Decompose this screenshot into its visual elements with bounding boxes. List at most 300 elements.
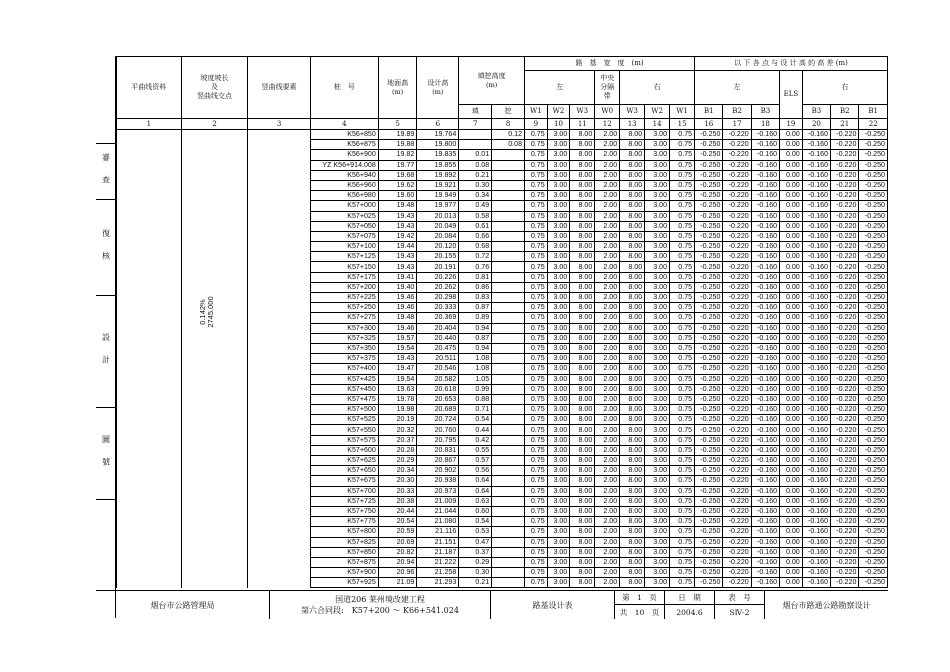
grade-annotation	[199, 282, 215, 342]
cell-value: -0.160	[802, 506, 830, 516]
cell-stake: K56+850	[310, 130, 378, 140]
cell-value: -0.250	[859, 242, 888, 252]
cell-value: -0.160	[802, 282, 830, 292]
cell-value: 0.00	[780, 252, 803, 262]
blank-cell	[181, 425, 248, 435]
cell-cut	[492, 537, 525, 547]
cell-value: 0.00	[780, 405, 803, 415]
cell-value: 3.00	[645, 252, 670, 262]
blank-cell	[117, 384, 182, 394]
cell-value: -0.250	[695, 364, 723, 374]
cell-value: -0.250	[859, 282, 888, 292]
cell-value: 8.00	[620, 333, 645, 343]
cell-value: 3.00	[645, 130, 670, 140]
footer-table-no-value: SⅣ-2	[715, 605, 765, 619]
cell-value: 0.75	[670, 486, 695, 496]
cell-value: -0.220	[831, 456, 859, 466]
hdr-b2-left: B2	[723, 105, 751, 119]
cell-value: 3.00	[645, 374, 670, 384]
cell-stake: K57+125	[310, 252, 378, 262]
cell-value: 0.75	[525, 568, 548, 578]
cell-value: 3.00	[547, 333, 570, 343]
cell-value: 3.00	[645, 140, 670, 150]
cell-design: 20.084	[417, 231, 459, 241]
cell-value: -0.160	[751, 140, 779, 150]
cell-fill: 0.87	[459, 333, 492, 343]
blank-cell	[181, 456, 248, 466]
cell-value: 0.75	[670, 354, 695, 364]
blank-cell	[117, 578, 182, 588]
cell-value: 8.00	[620, 456, 645, 466]
cell-cut	[492, 384, 525, 394]
cell-value: 0.00	[780, 333, 803, 343]
cell-value: 0.00	[780, 130, 803, 140]
cell-value: -0.250	[859, 547, 888, 557]
cell-design: 20.155	[417, 252, 459, 262]
blank-cell	[117, 517, 182, 527]
cell-value: -0.220	[831, 231, 859, 241]
cell-value: -0.250	[695, 568, 723, 578]
cell-value: 3.00	[547, 201, 570, 211]
cell-value: -0.250	[695, 140, 723, 150]
cell-value: 2.00	[595, 140, 620, 150]
cell-value: -0.220	[831, 221, 859, 231]
cell-ground: 19.43	[378, 252, 417, 262]
cell-value: 0.75	[670, 140, 695, 150]
cell-value: 8.00	[570, 150, 595, 160]
cell-value: -0.160	[802, 191, 830, 201]
cell-value: 3.00	[645, 201, 670, 211]
cell-value: -0.160	[802, 140, 830, 150]
cell-cut	[492, 170, 525, 180]
cell-value: -0.220	[831, 466, 859, 476]
cell-ground: 19.44	[378, 242, 417, 252]
blank-cell	[181, 191, 248, 201]
cell-value: -0.160	[751, 364, 779, 374]
cell-value: -0.250	[859, 323, 888, 333]
cell-cut	[492, 201, 525, 211]
blank-cell	[117, 496, 182, 506]
cell-ground: 19.82	[378, 150, 417, 160]
cell-ground: 19.54	[378, 374, 417, 384]
cell-value: -0.160	[751, 333, 779, 343]
blank-cell	[117, 211, 182, 221]
cell-value: -0.250	[859, 578, 888, 588]
cell-value: 0.75	[525, 221, 548, 231]
cell-value: -0.250	[859, 160, 888, 170]
cell-value: 8.00	[620, 140, 645, 150]
cell-value: 8.00	[620, 180, 645, 190]
cell-value: 8.00	[620, 303, 645, 313]
cell-value: 8.00	[620, 150, 645, 160]
blank-cell	[181, 405, 248, 415]
cell-stake: K57+925	[310, 578, 378, 588]
table-row	[117, 282, 888, 292]
cell-value: 0.75	[670, 537, 695, 547]
cell-stake: K57+650	[310, 466, 378, 476]
cell-value: -0.250	[695, 527, 723, 537]
cell-value: 0.00	[780, 445, 803, 455]
cell-value: 0.75	[670, 527, 695, 537]
cell-value: -0.160	[751, 486, 779, 496]
table-row	[117, 476, 888, 486]
cell-value: 8.00	[620, 191, 645, 201]
blank-cell	[181, 557, 248, 567]
table-row	[117, 517, 888, 527]
cell-value: 0.00	[780, 394, 803, 404]
cell-value: -0.250	[859, 496, 888, 506]
cell-ground: 20.37	[378, 435, 417, 445]
cell-value: 8.00	[570, 364, 595, 374]
cell-value: -0.220	[723, 160, 751, 170]
cell-value: 0.75	[670, 262, 695, 272]
cell-cut	[492, 506, 525, 516]
cell-value: 0.75	[670, 384, 695, 394]
cell-value: -0.220	[831, 486, 859, 496]
blank-cell	[248, 394, 310, 404]
cell-value: -0.220	[723, 527, 751, 537]
cell-value: 3.00	[645, 231, 670, 241]
cell-value: -0.160	[802, 343, 830, 353]
cell-value: 2.00	[595, 435, 620, 445]
cell-value: -0.250	[859, 466, 888, 476]
cell-ground: 20.38	[378, 496, 417, 506]
cell-value: 2.00	[595, 343, 620, 353]
blank-cell	[181, 486, 248, 496]
blank-cell	[248, 323, 310, 333]
cell-value: -0.160	[751, 476, 779, 486]
cell-value: -0.250	[695, 293, 723, 303]
cell-value: 0.75	[670, 242, 695, 252]
cell-value: -0.220	[831, 150, 859, 160]
cell-value: 0.75	[525, 313, 548, 323]
cell-value: 3.00	[547, 160, 570, 170]
cell-fill: 0.30	[459, 180, 492, 190]
cell-value: -0.160	[802, 160, 830, 170]
cell-cut	[492, 354, 525, 364]
cell-value: 0.75	[525, 130, 548, 140]
blank-cell	[117, 140, 182, 150]
cell-value: -0.220	[831, 160, 859, 170]
hdr-design-elev: 设计高 (m)	[417, 57, 459, 119]
table-row	[117, 333, 888, 343]
cell-value: 8.00	[620, 578, 645, 588]
cell-value: -0.160	[802, 456, 830, 466]
cell-value: 8.00	[570, 211, 595, 221]
table-row	[117, 486, 888, 496]
column-number: 19	[780, 119, 803, 130]
cell-value: -0.220	[831, 252, 859, 262]
cell-stake: K56+900	[310, 150, 378, 160]
blank-cell	[117, 282, 182, 292]
blank-cell	[117, 415, 182, 425]
cell-fill: 0.49	[459, 201, 492, 211]
cell-design: 20.795	[417, 435, 459, 445]
cell-fill: 0.71	[459, 405, 492, 415]
cell-value: 3.00	[645, 293, 670, 303]
blank-cell	[117, 303, 182, 313]
cell-value: -0.160	[802, 486, 830, 496]
cell-value: -0.160	[802, 476, 830, 486]
cell-value: 0.75	[670, 415, 695, 425]
cell-stake: K57+550	[310, 425, 378, 435]
cell-stake: K57+900	[310, 568, 378, 578]
blank-cell	[117, 354, 182, 364]
cell-value: 0.75	[525, 211, 548, 221]
cell-fill: 0.34	[459, 191, 492, 201]
cell-ground: 19.46	[378, 293, 417, 303]
cell-value: 8.00	[620, 547, 645, 557]
cell-value: 8.00	[620, 262, 645, 272]
cell-value: 0.75	[670, 568, 695, 578]
footer-date-label: 日 期	[665, 591, 715, 605]
cell-stake: K57+475	[310, 394, 378, 404]
cell-value: 3.00	[547, 323, 570, 333]
cell-fill: 0.60	[459, 506, 492, 516]
cell-value: -0.160	[751, 211, 779, 221]
cell-value: -0.250	[695, 476, 723, 486]
cell-value: 0.75	[670, 180, 695, 190]
cell-value: -0.220	[723, 374, 751, 384]
hdr-elev-diff: 以 下 各 点 与 设 计 高 的 高 差 (m)	[695, 57, 888, 71]
blank-cell	[248, 517, 310, 527]
table-row	[117, 506, 888, 516]
cell-value: 3.00	[645, 537, 670, 547]
cell-value: -0.250	[695, 252, 723, 262]
hdr-w3-right: W3	[620, 105, 645, 119]
cell-value: -0.160	[751, 354, 779, 364]
blank-cell	[248, 191, 310, 201]
blank-cell	[248, 506, 310, 516]
cell-value: -0.220	[723, 517, 751, 527]
cell-value: -0.220	[831, 343, 859, 353]
cell-value: -0.250	[859, 343, 888, 353]
cell-cut	[492, 293, 525, 303]
cell-fill: 0.68	[459, 242, 492, 252]
cell-value: -0.220	[831, 293, 859, 303]
cell-value: 0.75	[670, 517, 695, 527]
cell-value: 2.00	[595, 405, 620, 415]
cell-value: -0.220	[723, 221, 751, 231]
cell-value: 2.00	[595, 150, 620, 160]
cell-ground: 19.46	[378, 323, 417, 333]
blank-cell	[248, 425, 310, 435]
blank-cell	[117, 547, 182, 557]
cell-value: -0.160	[751, 384, 779, 394]
column-number: 6	[417, 119, 459, 130]
cell-fill: 0.56	[459, 466, 492, 476]
cell-value: -0.220	[831, 140, 859, 150]
cell-value: 3.00	[547, 506, 570, 516]
cell-value: -0.250	[695, 313, 723, 323]
cell-value: 8.00	[620, 568, 645, 578]
hdr-w2-right: W2	[645, 105, 670, 119]
cell-cut	[492, 547, 525, 557]
cell-value: 0.00	[780, 374, 803, 384]
cell-stake: K57+350	[310, 343, 378, 353]
cell-ground: 19.43	[378, 354, 417, 364]
cell-value: -0.160	[802, 394, 830, 404]
blank-cell	[117, 262, 182, 272]
cell-design: 20.867	[417, 456, 459, 466]
column-number: 18	[751, 119, 779, 130]
table-row	[117, 150, 888, 160]
blank-cell	[248, 486, 310, 496]
cell-value: 0.75	[670, 557, 695, 567]
blank-cell	[181, 466, 248, 476]
cell-cut	[492, 374, 525, 384]
cell-value: 0.00	[780, 191, 803, 201]
cell-value: -0.160	[751, 517, 779, 527]
cell-value: 2.00	[595, 333, 620, 343]
blank-cell	[248, 364, 310, 374]
cell-value: -0.160	[751, 537, 779, 547]
cell-design: 20.440	[417, 333, 459, 343]
cell-value: 0.75	[670, 374, 695, 384]
cell-value: 0.00	[780, 557, 803, 567]
cell-value: -0.250	[695, 272, 723, 282]
cell-value: -0.250	[859, 425, 888, 435]
table-row	[117, 578, 888, 588]
cell-value: 8.00	[620, 394, 645, 404]
cell-value: 2.00	[595, 201, 620, 211]
cell-fill: 0.44	[459, 425, 492, 435]
column-number: 15	[670, 119, 695, 130]
margin-check: 復 核	[96, 200, 116, 296]
cell-value: 3.00	[547, 578, 570, 588]
cell-value: 2.00	[595, 527, 620, 537]
cell-value: 0.75	[670, 425, 695, 435]
cell-cut	[492, 231, 525, 241]
cell-value: -0.250	[695, 160, 723, 170]
cell-value: -0.160	[802, 568, 830, 578]
cell-value: -0.160	[802, 272, 830, 282]
cell-cut	[492, 456, 525, 466]
cell-value: 0.75	[670, 506, 695, 516]
cell-value: -0.250	[695, 333, 723, 343]
blank-cell	[248, 201, 310, 211]
signature-margin	[96, 56, 116, 618]
cell-value: 0.75	[525, 374, 548, 384]
cell-value: -0.220	[831, 272, 859, 282]
cell-value: -0.250	[859, 333, 888, 343]
cell-fill	[459, 140, 492, 150]
cell-value: -0.250	[859, 272, 888, 282]
cell-value: -0.220	[723, 578, 751, 588]
cell-stake: K57+700	[310, 486, 378, 496]
cell-value: -0.220	[723, 191, 751, 201]
blank-cell	[181, 354, 248, 364]
cell-value: 2.00	[595, 354, 620, 364]
table-row	[117, 435, 888, 445]
cell-cut	[492, 272, 525, 282]
cell-fill: 0.55	[459, 445, 492, 455]
cell-design: 21.116	[417, 527, 459, 537]
cell-value: -0.250	[859, 527, 888, 537]
cell-value: -0.160	[802, 445, 830, 455]
hdr-w0: W0	[595, 105, 620, 119]
blank-cell	[117, 466, 182, 476]
cell-value: 8.00	[570, 354, 595, 364]
cell-cut	[492, 486, 525, 496]
cell-value: 2.00	[595, 415, 620, 425]
cell-design: 19.800	[417, 140, 459, 150]
hdr-width-right: 右	[620, 71, 695, 105]
cell-value: 3.00	[645, 272, 670, 282]
cell-value: 3.00	[547, 364, 570, 374]
cell-ground: 19.40	[378, 282, 417, 292]
cell-value: -0.250	[859, 364, 888, 374]
cell-value: 0.00	[780, 476, 803, 486]
cell-value: 3.00	[547, 140, 570, 150]
footer-org-left: 烟台市公路管理局	[96, 591, 270, 619]
cell-stake: K57+075	[310, 231, 378, 241]
table-row	[117, 557, 888, 567]
blank-cell	[181, 527, 248, 537]
cell-value: -0.220	[723, 343, 751, 353]
blank-cell	[181, 374, 248, 384]
cell-value: -0.250	[695, 466, 723, 476]
blank-cell	[117, 170, 182, 180]
blank-cell	[248, 170, 310, 180]
cell-design: 20.902	[417, 466, 459, 476]
cell-value: -0.160	[751, 282, 779, 292]
cell-value: -0.250	[859, 476, 888, 486]
blank-cell	[248, 527, 310, 537]
footer-org-right: 烟台市路通公路勘察设计	[782, 600, 871, 610]
cell-value: 8.00	[570, 537, 595, 547]
cell-design: 21.009	[417, 496, 459, 506]
cell-cut	[492, 262, 525, 272]
table-row	[117, 313, 888, 323]
cell-value: -0.250	[695, 211, 723, 221]
cell-value: -0.250	[859, 445, 888, 455]
cell-value: 3.00	[645, 435, 670, 445]
cell-value: 3.00	[547, 568, 570, 578]
cell-value: 0.75	[525, 547, 548, 557]
cell-fill: 0.21	[459, 170, 492, 180]
table-row	[117, 262, 888, 272]
cell-value: -0.160	[751, 303, 779, 313]
blank-cell	[181, 252, 248, 262]
cell-fill: 1.05	[459, 374, 492, 384]
table-row	[117, 191, 888, 201]
cell-value: 3.00	[645, 476, 670, 486]
cell-value: -0.250	[859, 180, 888, 190]
cell-value: -0.160	[802, 384, 830, 394]
cell-value: 0.75	[670, 191, 695, 201]
cell-value: 3.00	[547, 130, 570, 140]
cell-value: 0.75	[525, 537, 548, 547]
cell-cut	[492, 313, 525, 323]
cell-value: 2.00	[595, 384, 620, 394]
hdr-median: 中央 分隔 带	[595, 71, 620, 105]
cell-value: 0.75	[525, 343, 548, 353]
cell-ground: 19.48	[378, 201, 417, 211]
cell-design: 20.191	[417, 262, 459, 272]
cell-design: 20.546	[417, 364, 459, 374]
cell-value: 8.00	[620, 496, 645, 506]
cell-value: 3.00	[645, 456, 670, 466]
blank-cell	[248, 180, 310, 190]
blank-cell	[117, 130, 182, 140]
cell-value: 3.00	[645, 323, 670, 333]
cell-value: 8.00	[570, 557, 595, 567]
cell-value: 3.00	[547, 466, 570, 476]
cell-value: -0.250	[695, 384, 723, 394]
hdr-ground-elev: 地面高 (m)	[378, 57, 417, 119]
cell-value: -0.160	[751, 272, 779, 282]
